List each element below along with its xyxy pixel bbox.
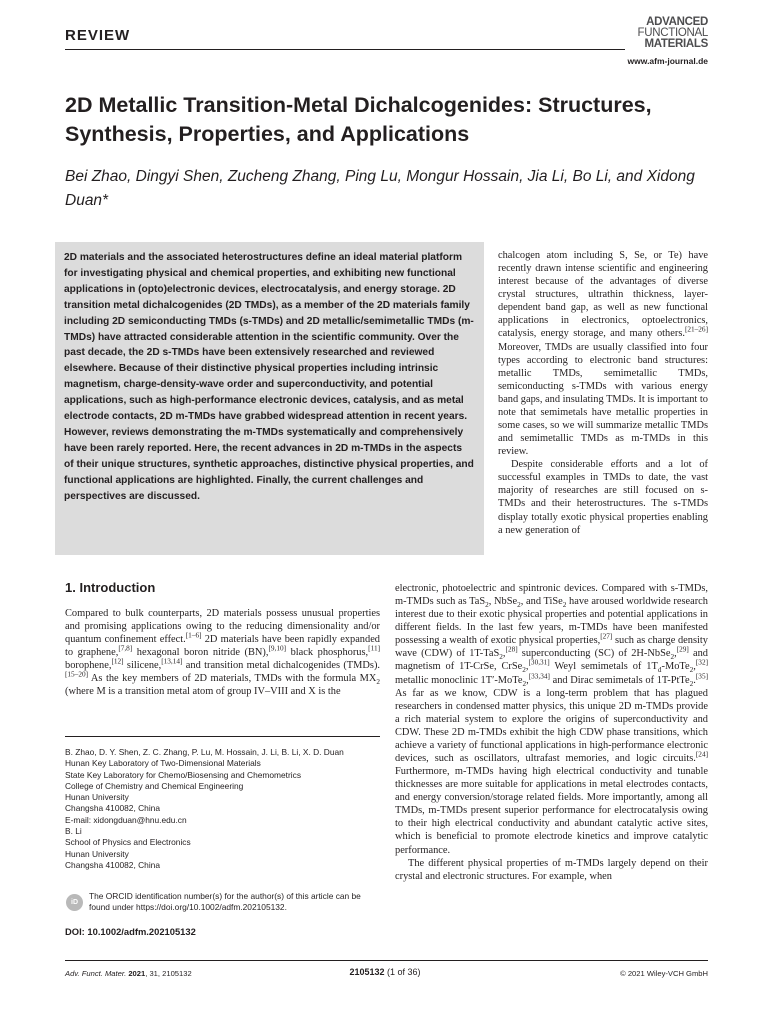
body-text: , and TiSe xyxy=(520,596,563,608)
citation-ref[interactable]: [7,8] xyxy=(118,644,133,653)
footer-page-number: (1 of 36) xyxy=(387,967,421,977)
affiliation-line: School of Physics and Electronics xyxy=(65,837,191,848)
subscript: 2 xyxy=(670,653,675,662)
affiliation-rule xyxy=(65,736,380,737)
body-text: Compared to bulk counterparts, 2D materials possess unusual properties and promising applications owing to the reducing dimensionality and/or quantum confinement effect. xyxy=(65,608,380,646)
body-text: Moreover, TMDs are usually classified into four types according to electronic band structures: metallic TMDs, semimetallic TMDs, semiconducting s-TMDs with various energy band gaps, and insulating TMDs. It is important to note that semimetals have metallic properties in some cases, so we will summarize metallic TMDs and semimetallic TMDs as m-TMDs in this review. xyxy=(498,341,708,458)
logo-line-2: FUNCTIONAL xyxy=(637,27,708,39)
footer-citation xyxy=(65,969,192,978)
subscript: 2 xyxy=(689,679,694,688)
footer-year: 2021 xyxy=(128,969,146,978)
body-text: As far as we know, CDW is a long-term problem that has plagued researchers in condensed matter physics, this unique 2D m-TMDs provide a rich material system to explore the origins of superconductivity and CDW. These 2D m-TMDs exhibit the high CDW phase transitions, which achieve a variety of functional applications in high-performance electronic devices, such as oscillators, ultrafast memories, and logic circuits. xyxy=(395,687,708,765)
logo-line-1: ADVANCED xyxy=(646,16,708,28)
citation-ref[interactable]: [28] xyxy=(505,645,518,654)
affiliation-line: B. Zhao, D. Y. Shen, Z. C. Zhang, P. Lu, M. Hossain, J. Li, B. Li, X. D. Duan xyxy=(65,747,344,757)
body-text: black phosphorus, xyxy=(286,647,369,659)
footer-journal: Adv. Funct. Mater. xyxy=(65,969,127,978)
citation-ref[interactable]: [32] xyxy=(695,659,708,667)
body-text: superconducting (SC) of 2H-NbSe xyxy=(517,648,671,660)
body-text: -MoTe xyxy=(661,661,690,673)
section-label: REVIEW xyxy=(65,27,131,44)
subscript: 2 xyxy=(499,653,503,662)
body-text: , NbSe xyxy=(488,596,518,608)
subscript: 2 xyxy=(522,666,526,675)
body-text: and transition metal dichalcogenides (TMDs). xyxy=(182,660,381,672)
body-text: As the key members of 2D materials, TMDs with the formula MX xyxy=(88,673,377,685)
body-text: metallic monoclinic 1T′-MoTe xyxy=(395,674,523,686)
doi-label[interactable]: DOI: 10.1002/adfm.202105132 xyxy=(65,926,196,937)
body-text: such as charge density wave (CDW) of 1T-TaS xyxy=(395,635,708,660)
intro-left-column xyxy=(65,607,380,699)
footer-page xyxy=(300,967,470,977)
footer-copyright: © 2021 Wiley-VCH GmbH xyxy=(620,969,708,978)
orcid-icon[interactable]: iD xyxy=(66,894,83,911)
body-text: and magnetism of 1T-CrSe, CrSe xyxy=(395,648,709,673)
body-text: 2D materials have been rapidly expanded to graphene, xyxy=(65,634,380,659)
abstract-text: 2D materials and the associated heterostructures define an ideal material platform for investigating physical and chemical properties, and exhibiting new functional applications in (opto)electronic devices, electrocatalysis, and energy storage. 2D transition metal dichalcogenides (2D TMDs), as a member of the 2D materials family including 2D semiconducting TMDs (s-TMDs) and 2D metallic/semimetallic TMDs (m-TMDs) have attracted considerable attention in the scientific community. Over the past decade, the 2D s-TMDs have been extensively researched and reviewed elsewhere. Because of their distinctive physical properties including intrinsic magnetism, charge-density-wave order and superconductivity, and potential applications, such as high-performance electronic devices, catalysis, and as metal electrode contacts, 2D m-TMDs have grabbed widespread attention in recent years. However, reviews demonstrating the m-TMDs systematically and comprehensively have been rarely reported. Here, the recent advances in 2D m-TMDs in the aspects of their unique structures, synthetic approaches, distinctive physical properties, and functional applications are highlighted. Finally, the current challenges and perspectives are discussed. xyxy=(64,252,474,502)
citation-ref[interactable]: [11] xyxy=(368,644,380,653)
affiliation-line: College of Chemistry and Chemical Engineering xyxy=(65,780,244,791)
affiliation-email[interactable]: E-mail: xidongduan@hnu.edu.cn xyxy=(65,814,187,825)
article-title: 2D Metallic Transition-Metal Dichalcogenides: Structures, Synthesis, Properties, and Applications xyxy=(65,93,652,146)
section-heading: 1. Introduction xyxy=(65,580,156,595)
body-text: silicene, xyxy=(123,660,162,672)
citation-ref[interactable]: [33,34] xyxy=(528,672,550,681)
footer-volume: , 31, 2105132 xyxy=(145,969,192,978)
subscript: 2 xyxy=(689,666,694,675)
body-text: have aroused worldwide research interest due to their exotic physical properties and potential applications in different fields. In the last few years, m-TMDs have been manifested possessing a wealth of exotic physical properties, xyxy=(395,596,708,647)
affiliation-line: Hunan University xyxy=(65,792,129,803)
body-text: hexagonal boron nitride (BN), xyxy=(132,647,269,659)
citation-ref[interactable]: [30,31] xyxy=(528,659,550,667)
body-text: Weyl semimetals of 1T xyxy=(549,661,658,673)
journal-logo xyxy=(628,17,708,50)
affiliation-line: Hunan Key Laboratory of Two-Dimensional Materials xyxy=(65,758,261,769)
citation-ref[interactable]: [27] xyxy=(600,632,613,641)
citation-ref[interactable]: [12] xyxy=(111,657,124,666)
subscript: 2 xyxy=(485,601,489,610)
subscript: 2 xyxy=(517,601,521,610)
header-rule xyxy=(65,49,625,50)
citation-ref[interactable]: [24] xyxy=(695,750,708,759)
citation-ref[interactable]: [29] xyxy=(676,645,689,654)
subscript: 2 xyxy=(522,679,527,688)
body-text: (where M is a transition metal atom of group IV–VIII and X is the xyxy=(65,686,341,698)
affiliation-line: Changsha 410082, China xyxy=(65,859,160,870)
body-text: borophene, xyxy=(65,660,112,672)
right-column-top xyxy=(498,249,708,537)
citation-ref[interactable]: [35] xyxy=(695,672,708,681)
logo-line-3: MATERIALS xyxy=(644,38,708,50)
affiliation-line: Changsha 410082, China xyxy=(65,803,160,814)
body-text: and Dirac semimetals of 1T-PtTe xyxy=(549,674,690,686)
affiliation-block xyxy=(65,747,385,871)
citation-ref[interactable]: [21–26] xyxy=(684,326,708,334)
body-text: Furthermore, m-TMDs having high electrical conductivity and tunable thicknesses are more suitable for applications in metal electrodes contacts, and energy conversion/storage related fields. More importantly, among all TMDs, m-TMDs present superior performance for electrocatalysis owing to their high electrical conductivity and abundant catalytic active sites, which is beneficial to promote electrode kinetics and improve catalytic performance. xyxy=(395,766,708,856)
author-list: Bei Zhao, Dingyi Shen, Zucheng Zhang, Ping Lu, Mongur Hossain, Jia Li, Bo Li, and Xidong Duan* xyxy=(65,168,695,209)
affiliation-line: Hunan University xyxy=(65,848,129,859)
citation-ref[interactable]: [15–20] xyxy=(65,670,89,679)
body-text: chalcogen atom including S, Se, or Te) have recently drawn intense scientific and engineering interest because of the advantages of diverse crystal structures, ultrathin thickness, layer-dependent band gap, as well as new functional applications in electronics, optoelectronics, catalysis, energy storage, and many others. xyxy=(498,250,708,340)
orcid-note: The ORCID identification number(s) for the author(s) of this article can be found under https://doi.org/10.1002/adfm.202105132. xyxy=(89,891,361,913)
citation-ref[interactable]: [13,14] xyxy=(161,657,183,666)
subscript: 2 xyxy=(376,678,380,687)
subscript: 2 xyxy=(562,601,567,610)
citation-ref[interactable]: [9,10] xyxy=(268,644,287,653)
footer-rule xyxy=(65,960,708,961)
footer-article-number: 2105132 xyxy=(349,967,385,977)
affiliation-line: State Key Laboratory for Chemo/Biosensing and Chemometrics xyxy=(65,769,302,780)
body-paragraph: The different physical properties of m-TMDs largely depend on their crystal and electronic structures. For example, when xyxy=(395,857,708,882)
subscript: d xyxy=(657,666,662,675)
right-column-bottom: electronic, photoelectric and spintronic devices. Compared with s-TMDs, m-TMDs such as TaS$_2$, NbSe$_2$, and TiSe$_2$ have aroused worldwide research interest due to their exotic physical properties and potential applications in different fields. In the last few years, m-TMDs have been manifested possessing a wealth of exotic physical properties,[27] such as charge density wave (CDW) of 1T-TaS$_2$,[28] superconducting (SC) of 2H-NbSe$_2$,[29] and magnetism of 1T-CrSe, CrSe$_2$,[30,31] Weyl semimetals of $1T_d-MoTe_2,[32]$ metallic monoclinic 1T′-MoTe$_2$,[33,34] and Dirac semimetals of 1T-PtTe$_2$.[35] As far as we know, CDW is a long-term problem that has plagued researchers in condensed matter physics, this unique 2D m-TMDs provide a rich material system to explore the origins of superconductivity and CDW. These 2D m-TMDs exhibit the high CDW phase transitions, which achieve a variety of functional applications in high-performance electronic devices, such as oscillators, ultrafast memories, and logic circuits.[24] Furthermore, m-TMDs having high electrical conductivity and tunable thicknesses are more suitable for applications in metal electrodes contacts, and energy conversion/storage related fields. More importantly, among all TMDs, m-TMDs present superior performance for electrocatalysis owing to their high electrical conductivity and abundant catalytic active sites, which is beneficial to promote electrode kinetics and improve catalytic performance. The different physical properties of m-TMDs largely depend on their crystal and electronic structures. For example, when xyxy=(395,583,709,882)
affiliation-line: B. Li xyxy=(65,826,82,837)
body-paragraph: Despite considerable efforts and a lot of successful examples in TMDs to date, the vast majority of researches are still focused on s-TMDs and their heterostructures. The s-TMDs display totally exotic physical properties enabling a new generation of xyxy=(498,459,708,536)
journal-url[interactable]: www.afm-journal.de xyxy=(627,56,708,66)
body-text: electronic, photoelectric and spintronic devices. Compared with s-TMDs, m-TMDs such as TaS xyxy=(395,583,708,608)
citation-ref[interactable]: [1–6] xyxy=(185,631,202,640)
